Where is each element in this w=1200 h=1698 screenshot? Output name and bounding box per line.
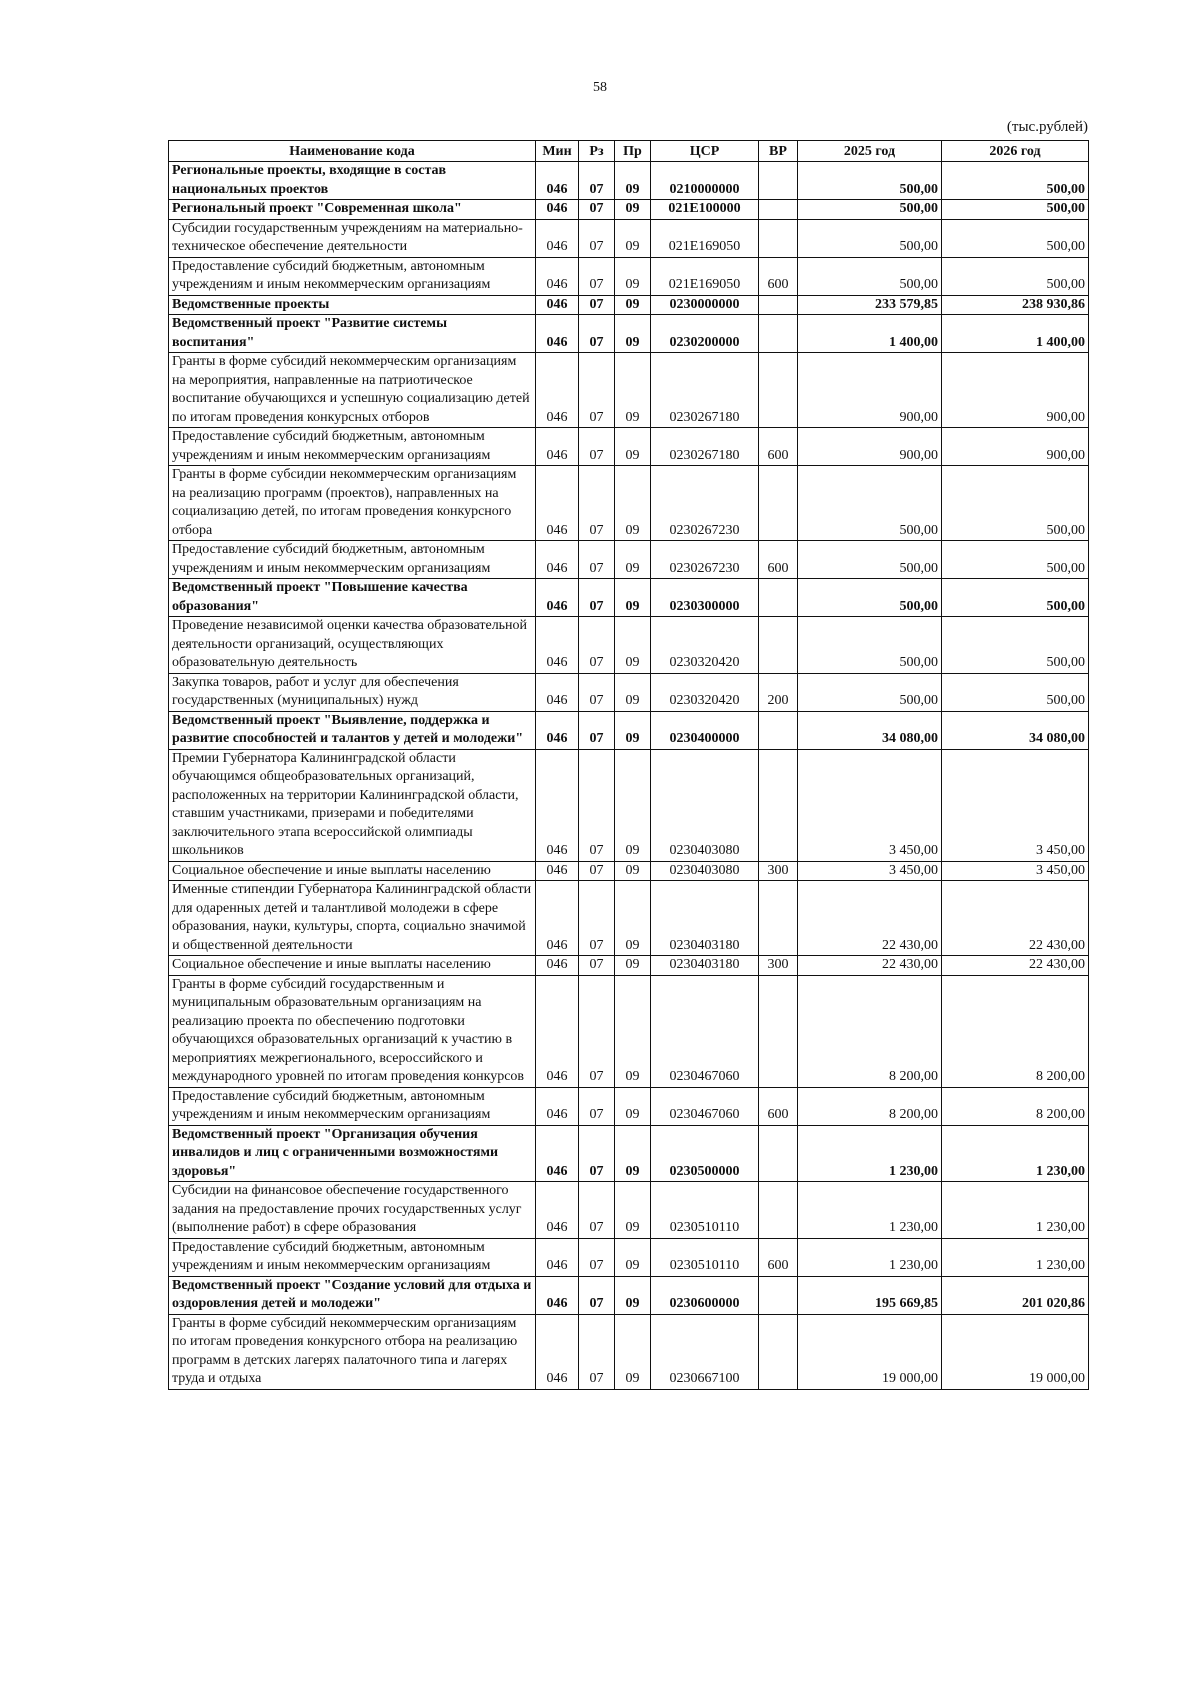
table-row xyxy=(169,1125,1089,1182)
cell-name: Ведомственный проект "Создание условий для отдыха и оздоровления детей и молодежи" xyxy=(169,1276,536,1314)
cell-min: 046 xyxy=(536,881,579,956)
cell-2025: 3 450,00 xyxy=(798,749,942,861)
cell-pr: 09 xyxy=(615,975,651,1087)
cell-min: 046 xyxy=(536,257,579,295)
cell-2026: 19 000,00 xyxy=(942,1314,1089,1389)
cell-2026: 500,00 xyxy=(942,466,1089,541)
cell-vr xyxy=(759,200,798,220)
cell-2026: 8 200,00 xyxy=(942,975,1089,1087)
cell-pr: 09 xyxy=(615,428,651,466)
cell-2026: 201 020,86 xyxy=(942,1276,1089,1314)
cell-name: Ведомственные проекты xyxy=(169,295,536,315)
cell-min: 046 xyxy=(536,200,579,220)
cell-2026: 3 450,00 xyxy=(942,749,1089,861)
table-body xyxy=(169,162,1089,1390)
cell-vr xyxy=(759,1125,798,1182)
cell-vr xyxy=(759,466,798,541)
cell-name: Региональный проект "Современная школа" xyxy=(169,200,536,220)
col-header-csr: ЦСР xyxy=(651,141,759,162)
cell-rz: 07 xyxy=(579,1182,615,1239)
cell-vr xyxy=(759,1276,798,1314)
cell-min: 046 xyxy=(536,711,579,749)
cell-2026: 500,00 xyxy=(942,617,1089,674)
cell-name: Гранты в форме субсидий некоммерческим организациям на мероприятия, направленные на патриотическое воспитание обучающихся и успешную социализацию детей по итогам проведения конкурсных отборов xyxy=(169,353,536,428)
cell-rz: 07 xyxy=(579,1314,615,1389)
cell-name: Предоставление субсидий бюджетным, автономным учреждениям и иным некоммерческим организациям xyxy=(169,428,536,466)
cell-name: Предоставление субсидий бюджетным, автономным учреждениям и иным некоммерческим организациям xyxy=(169,1238,536,1276)
cell-pr: 09 xyxy=(615,1276,651,1314)
table-row xyxy=(169,315,1089,353)
cell-csr: 0230467060 xyxy=(651,975,759,1087)
table-row xyxy=(169,1314,1089,1389)
cell-rz: 07 xyxy=(579,1125,615,1182)
cell-name: Предоставление субсидий бюджетным, автономным учреждениям и иным некоммерческим организациям xyxy=(169,541,536,579)
page-number: 58 xyxy=(593,80,607,95)
cell-2025: 233 579,85 xyxy=(798,295,942,315)
cell-vr: 300 xyxy=(759,861,798,881)
cell-rz: 07 xyxy=(579,975,615,1087)
cell-rz: 07 xyxy=(579,219,615,257)
cell-2026: 500,00 xyxy=(942,219,1089,257)
cell-name: Ведомственный проект "Развитие системы воспитания" xyxy=(169,315,536,353)
table-row xyxy=(169,1182,1089,1239)
table-header-row xyxy=(169,141,1089,162)
cell-2026: 900,00 xyxy=(942,353,1089,428)
cell-2026: 34 080,00 xyxy=(942,711,1089,749)
cell-2026: 1 230,00 xyxy=(942,1238,1089,1276)
cell-2025: 34 080,00 xyxy=(798,711,942,749)
cell-2025: 500,00 xyxy=(798,466,942,541)
cell-2025: 19 000,00 xyxy=(798,1314,942,1389)
cell-2025: 1 230,00 xyxy=(798,1238,942,1276)
cell-min: 046 xyxy=(536,1314,579,1389)
cell-name: Субсидии на финансовое обеспечение государственного задания на предоставление прочих государственных услуг (выполнение работ) в сфере образования xyxy=(169,1182,536,1239)
cell-rz: 07 xyxy=(579,315,615,353)
cell-csr: 0230510110 xyxy=(651,1182,759,1239)
cell-vr xyxy=(759,749,798,861)
cell-vr xyxy=(759,617,798,674)
cell-rz: 07 xyxy=(579,1087,615,1125)
table-row xyxy=(169,200,1089,220)
cell-2026: 500,00 xyxy=(942,162,1089,200)
table-row xyxy=(169,541,1089,579)
cell-name: Предоставление субсидий бюджетным, автономным учреждениям и иным некоммерческим организациям xyxy=(169,1087,536,1125)
cell-vr xyxy=(759,219,798,257)
cell-2026: 22 430,00 xyxy=(942,956,1089,976)
cell-rz: 07 xyxy=(579,1238,615,1276)
cell-pr: 09 xyxy=(615,1087,651,1125)
cell-vr xyxy=(759,711,798,749)
table-row xyxy=(169,956,1089,976)
cell-pr: 09 xyxy=(615,257,651,295)
cell-csr: 0230267230 xyxy=(651,541,759,579)
cell-vr xyxy=(759,881,798,956)
cell-csr: 0230267180 xyxy=(651,353,759,428)
cell-2026: 500,00 xyxy=(942,541,1089,579)
cell-rz: 07 xyxy=(579,617,615,674)
cell-pr: 09 xyxy=(615,315,651,353)
table-row xyxy=(169,617,1089,674)
cell-min: 046 xyxy=(536,1238,579,1276)
cell-2026: 500,00 xyxy=(942,673,1089,711)
cell-csr: 0230267180 xyxy=(651,428,759,466)
cell-csr: 0230400000 xyxy=(651,711,759,749)
cell-vr xyxy=(759,315,798,353)
cell-pr: 09 xyxy=(615,1182,651,1239)
cell-2026: 8 200,00 xyxy=(942,1087,1089,1125)
cell-csr: 0210000000 xyxy=(651,162,759,200)
cell-min: 046 xyxy=(536,1182,579,1239)
cell-rz: 07 xyxy=(579,162,615,200)
cell-min: 046 xyxy=(536,579,579,617)
table-row xyxy=(169,711,1089,749)
col-header-rz: Рз xyxy=(579,141,615,162)
col-header-min: Мин xyxy=(536,141,579,162)
cell-pr: 09 xyxy=(615,353,651,428)
cell-2025: 1 230,00 xyxy=(798,1125,942,1182)
cell-vr: 600 xyxy=(759,541,798,579)
cell-2026: 900,00 xyxy=(942,428,1089,466)
cell-min: 046 xyxy=(536,219,579,257)
cell-rz: 07 xyxy=(579,353,615,428)
cell-pr: 09 xyxy=(615,956,651,976)
cell-rz: 07 xyxy=(579,861,615,881)
cell-2025: 900,00 xyxy=(798,428,942,466)
table-row xyxy=(169,162,1089,200)
table-row xyxy=(169,579,1089,617)
cell-pr: 09 xyxy=(615,1125,651,1182)
cell-vr: 200 xyxy=(759,673,798,711)
col-header-2026: 2026 год xyxy=(942,141,1089,162)
cell-name: Предоставление субсидий бюджетным, автономным учреждениям и иным некоммерческим организациям xyxy=(169,257,536,295)
cell-name: Гранты в форме субсидий государственным и муниципальным образовательным организациям на реализацию проекта по обеспечению подготовки обучающихся образовательных организаций к участию в мероприятиях межрегионального, всероссийского и международного уровней по итогам проведения конкурсов xyxy=(169,975,536,1087)
cell-min: 046 xyxy=(536,673,579,711)
table-row xyxy=(169,1276,1089,1314)
cell-min: 046 xyxy=(536,749,579,861)
cell-min: 046 xyxy=(536,466,579,541)
cell-min: 046 xyxy=(536,617,579,674)
cell-rz: 07 xyxy=(579,428,615,466)
cell-name: Ведомственный проект "Повышение качества образования" xyxy=(169,579,536,617)
table-row xyxy=(169,1087,1089,1125)
col-header-2025: 2025 год xyxy=(798,141,942,162)
cell-rz: 07 xyxy=(579,579,615,617)
cell-2026: 238 930,86 xyxy=(942,295,1089,315)
cell-name: Гранты в форме субсидий некоммерческим организациям по итогам проведения конкурсного отбора на реализацию программ в детских лагерях палаточного типа и лагерях труда и отдыха xyxy=(169,1314,536,1389)
cell-2025: 500,00 xyxy=(798,219,942,257)
cell-2026: 22 430,00 xyxy=(942,881,1089,956)
table-row xyxy=(169,353,1089,428)
cell-2025: 500,00 xyxy=(798,162,942,200)
table-row xyxy=(169,975,1089,1087)
table-row xyxy=(169,428,1089,466)
cell-name: Проведение независимой оценки качества образовательной деятельности организаций, осуществляющих образовательную деятельность xyxy=(169,617,536,674)
cell-min: 046 xyxy=(536,975,579,1087)
cell-min: 046 xyxy=(536,162,579,200)
cell-min: 046 xyxy=(536,1087,579,1125)
cell-2025: 500,00 xyxy=(798,257,942,295)
cell-name: Ведомственный проект "Выявление, поддержка и развитие способностей и талантов у детей и молодежи" xyxy=(169,711,536,749)
cell-name: Премии Губернатора Калининградской области обучающимся общеобразовательных организаций, расположенных на территории Калининградской области, ставшим участниками, призерами и победителями заключительного этапа всероссийской олимпиады школьников xyxy=(169,749,536,861)
cell-rz: 07 xyxy=(579,200,615,220)
cell-pr: 09 xyxy=(615,200,651,220)
cell-rz: 07 xyxy=(579,466,615,541)
cell-rz: 07 xyxy=(579,956,615,976)
cell-pr: 09 xyxy=(615,617,651,674)
cell-name: Субсидии государственным учреждениям на материально-техническое обеспечение деятельности xyxy=(169,219,536,257)
cell-name: Региональные проекты, входящие в состав национальных проектов xyxy=(169,162,536,200)
cell-vr: 300 xyxy=(759,956,798,976)
cell-csr: 0230000000 xyxy=(651,295,759,315)
cell-2026: 1 230,00 xyxy=(942,1125,1089,1182)
cell-vr: 600 xyxy=(759,428,798,466)
cell-2025: 500,00 xyxy=(798,617,942,674)
cell-min: 046 xyxy=(536,541,579,579)
cell-min: 046 xyxy=(536,956,579,976)
cell-vr: 600 xyxy=(759,1238,798,1276)
cell-pr: 09 xyxy=(615,162,651,200)
cell-csr: 0230510110 xyxy=(651,1238,759,1276)
cell-csr: 0230403180 xyxy=(651,881,759,956)
cell-min: 046 xyxy=(536,315,579,353)
cell-name: Именные стипендии Губернатора Калининградской области для одаренных детей и талантливой молодежи в сфере образования, науки, культуры, спорта, социально значимой и общественной деятельности xyxy=(169,881,536,956)
cell-2025: 500,00 xyxy=(798,673,942,711)
cell-pr: 09 xyxy=(615,1238,651,1276)
cell-vr xyxy=(759,1182,798,1239)
cell-vr xyxy=(759,1314,798,1389)
cell-vr: 600 xyxy=(759,1087,798,1125)
table-row xyxy=(169,257,1089,295)
cell-name: Социальное обеспечение и иные выплаты населению xyxy=(169,861,536,881)
cell-rz: 07 xyxy=(579,295,615,315)
cell-rz: 07 xyxy=(579,541,615,579)
cell-pr: 09 xyxy=(615,466,651,541)
cell-2025: 500,00 xyxy=(798,579,942,617)
cell-csr: 0230300000 xyxy=(651,579,759,617)
table-row xyxy=(169,881,1089,956)
col-header-vr: ВР xyxy=(759,141,798,162)
cell-vr xyxy=(759,295,798,315)
table-row xyxy=(169,466,1089,541)
cell-2026: 3 450,00 xyxy=(942,861,1089,881)
cell-csr: 0230600000 xyxy=(651,1276,759,1314)
cell-vr xyxy=(759,353,798,428)
cell-csr: 0230403180 xyxy=(651,956,759,976)
cell-rz: 07 xyxy=(579,711,615,749)
cell-csr: 0230403080 xyxy=(651,861,759,881)
cell-rz: 07 xyxy=(579,881,615,956)
cell-pr: 09 xyxy=(615,861,651,881)
cell-csr: 0230320420 xyxy=(651,673,759,711)
table-row xyxy=(169,1238,1089,1276)
cell-rz: 07 xyxy=(579,257,615,295)
cell-2026: 500,00 xyxy=(942,257,1089,295)
cell-vr: 600 xyxy=(759,257,798,295)
cell-csr: 021E169050 xyxy=(651,219,759,257)
cell-name: Социальное обеспечение и иные выплаты населению xyxy=(169,956,536,976)
cell-2025: 3 450,00 xyxy=(798,861,942,881)
cell-2025: 22 430,00 xyxy=(798,956,942,976)
cell-min: 046 xyxy=(536,428,579,466)
cell-csr: 021E100000 xyxy=(651,200,759,220)
cell-rz: 07 xyxy=(579,749,615,861)
cell-2025: 1 230,00 xyxy=(798,1182,942,1239)
cell-pr: 09 xyxy=(615,749,651,861)
cell-2025: 900,00 xyxy=(798,353,942,428)
cell-2025: 8 200,00 xyxy=(798,1087,942,1125)
cell-name: Закупка товаров, работ и услуг для обеспечения государственных (муниципальных) нужд xyxy=(169,673,536,711)
cell-pr: 09 xyxy=(615,711,651,749)
cell-name: Гранты в форме субсидии некоммерческим организациям на реализацию программ (проектов), направленных на социализацию детей, по итогам проведения конкурсного отбора xyxy=(169,466,536,541)
cell-pr: 09 xyxy=(615,673,651,711)
cell-csr: 0230500000 xyxy=(651,1125,759,1182)
cell-2026: 500,00 xyxy=(942,200,1089,220)
cell-csr: 0230200000 xyxy=(651,315,759,353)
cell-pr: 09 xyxy=(615,295,651,315)
table-row xyxy=(169,673,1089,711)
cell-2026: 1 230,00 xyxy=(942,1182,1089,1239)
cell-min: 046 xyxy=(536,1125,579,1182)
cell-2026: 500,00 xyxy=(942,579,1089,617)
cell-rz: 07 xyxy=(579,1276,615,1314)
cell-csr: 0230320420 xyxy=(651,617,759,674)
cell-2025: 8 200,00 xyxy=(798,975,942,1087)
cell-min: 046 xyxy=(536,861,579,881)
cell-vr xyxy=(759,579,798,617)
cell-2025: 1 400,00 xyxy=(798,315,942,353)
cell-pr: 09 xyxy=(615,579,651,617)
cell-2026: 1 400,00 xyxy=(942,315,1089,353)
cell-2025: 500,00 xyxy=(798,200,942,220)
cell-csr: 021E169050 xyxy=(651,257,759,295)
budget-table xyxy=(168,140,1089,1390)
cell-2025: 195 669,85 xyxy=(798,1276,942,1314)
col-header-pr: Пр xyxy=(615,141,651,162)
table-row xyxy=(169,219,1089,257)
table-row xyxy=(169,295,1089,315)
cell-name: Ведомственный проект "Организация обучения инвалидов и лиц с ограниченными возможностями здоровья" xyxy=(169,1125,536,1182)
cell-2025: 500,00 xyxy=(798,541,942,579)
cell-min: 046 xyxy=(536,295,579,315)
table-row xyxy=(169,861,1089,881)
cell-csr: 0230667100 xyxy=(651,1314,759,1389)
cell-vr xyxy=(759,162,798,200)
cell-pr: 09 xyxy=(615,541,651,579)
cell-csr: 0230467060 xyxy=(651,1087,759,1125)
cell-pr: 09 xyxy=(615,219,651,257)
table-row xyxy=(169,749,1089,861)
cell-min: 046 xyxy=(536,1276,579,1314)
cell-2025: 22 430,00 xyxy=(798,881,942,956)
cell-csr: 0230403080 xyxy=(651,749,759,861)
cell-vr xyxy=(759,975,798,1087)
cell-pr: 09 xyxy=(615,1314,651,1389)
cell-min: 046 xyxy=(536,353,579,428)
cell-csr: 0230267230 xyxy=(651,466,759,541)
cell-pr: 09 xyxy=(615,881,651,956)
cell-rz: 07 xyxy=(579,673,615,711)
col-header-name: Наименование кода xyxy=(169,141,536,162)
units-label: (тыс.рублей) xyxy=(1006,119,1088,135)
